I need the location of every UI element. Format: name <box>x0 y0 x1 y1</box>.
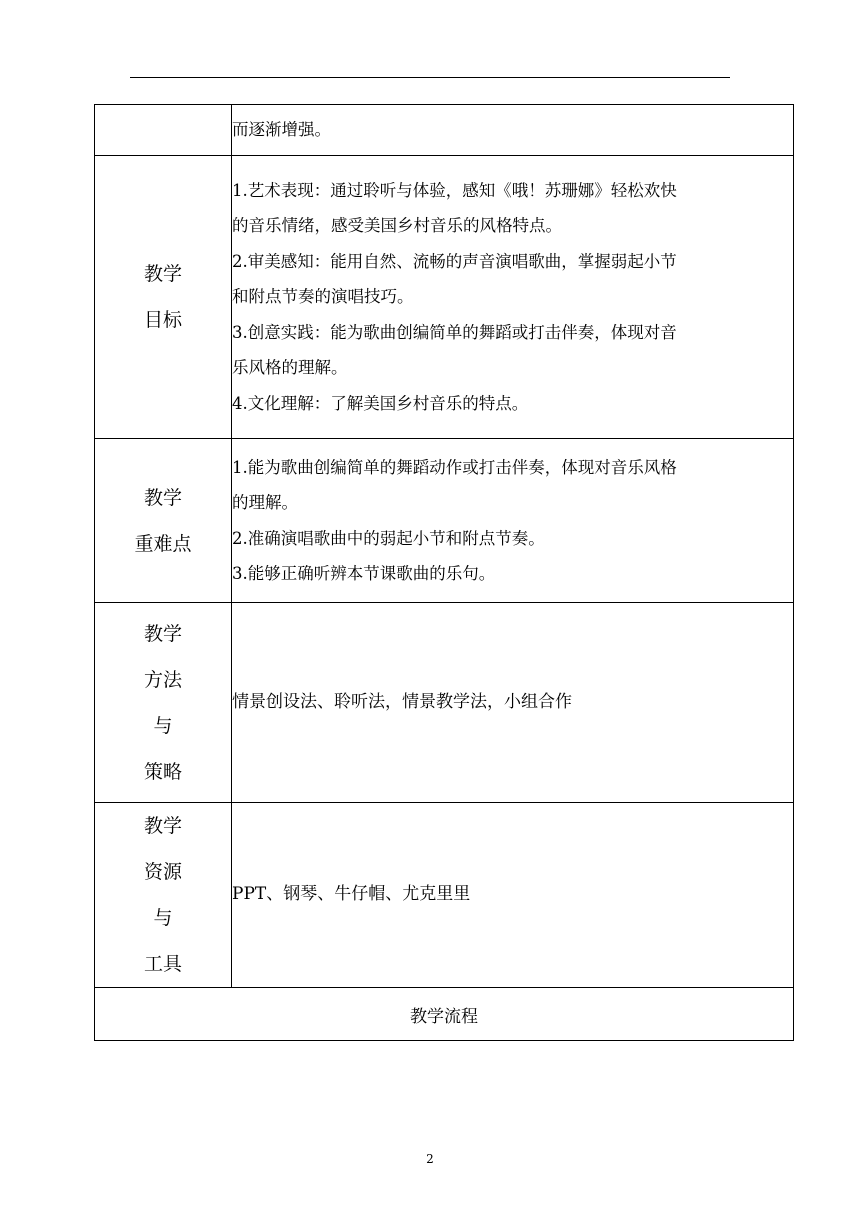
key-points-line: 2.准确演唱歌曲中的弱起小节和附点节奏。 <box>232 528 545 548</box>
key-points-label-line: 教学 <box>143 486 182 509</box>
objectives-line: 乐风格的理解。 <box>232 358 348 378</box>
key-points-content <box>232 439 794 603</box>
table-row-key-points <box>95 439 794 603</box>
table-row-continuation <box>95 105 794 156</box>
objectives-label-line: 教学 <box>143 263 182 285</box>
resources-content: PPT、钢琴、牛仔帽、尤克里里 <box>232 803 794 988</box>
objectives-line: 3.创意实践：能为歌曲创编简单的舞蹈或打击伴奏，体现对音 <box>232 322 677 342</box>
key-points-label <box>95 439 232 603</box>
key-points-line: 1.能为歌曲创编简单的舞蹈动作或打击伴奏，体现对音乐风格 <box>232 457 677 477</box>
key-points-line: 的理解。 <box>232 493 298 512</box>
key-points-label-line: 重难点 <box>134 532 192 555</box>
methods-label-line: 策略 <box>143 760 182 783</box>
resources-label <box>95 803 232 988</box>
methods-label-line: 教学 <box>143 622 182 645</box>
lesson-plan-table <box>94 104 794 1041</box>
continuation-label-cell <box>95 105 232 156</box>
objectives-line: 和附点节奏的演唱技巧。 <box>232 287 414 307</box>
objectives-line: 2.审美感知：能用自然、流畅的声音演唱歌曲，掌握弱起小节 <box>232 251 677 271</box>
objectives-content <box>232 156 794 439</box>
continuation-cell <box>232 105 794 156</box>
header-rule <box>130 77 730 78</box>
resources-label-line: 资源 <box>143 861 182 883</box>
resources-label-line: 与 <box>153 907 173 929</box>
table-row-methods <box>95 603 794 803</box>
resources-label-line: 工具 <box>143 953 182 975</box>
objectives-line: 1.艺术表现：通过聆听与体验，感知《哦！苏珊娜》轻松欢快 <box>232 180 677 200</box>
page-number: 2 <box>426 1152 434 1166</box>
objectives-line: 4.文化理解：了解美国乡村音乐的特点。 <box>232 393 529 413</box>
objectives-label <box>95 156 232 439</box>
methods-label <box>95 603 232 803</box>
objectives-line: 的音乐情绪，感受美国乡村音乐的风格特点。 <box>232 216 562 236</box>
table-row-flow <box>95 988 794 1041</box>
resources-label-line: 教学 <box>143 815 182 837</box>
methods-content: 情景创设法、聆听法，情景教学法，小组合作 <box>232 603 794 803</box>
objectives-label-line: 目标 <box>143 309 182 331</box>
methods-label-line: 与 <box>153 714 173 737</box>
methods-label-line: 方法 <box>143 668 182 691</box>
table-row-objectives <box>95 156 794 439</box>
table-row-resources <box>95 803 794 988</box>
continuation-text: 而逐渐增强。 <box>232 120 331 140</box>
teaching-flow-header: 教学流程 <box>95 988 794 1041</box>
key-points-line: 3.能够正确听辨本节课歌曲的乐句。 <box>232 564 496 583</box>
